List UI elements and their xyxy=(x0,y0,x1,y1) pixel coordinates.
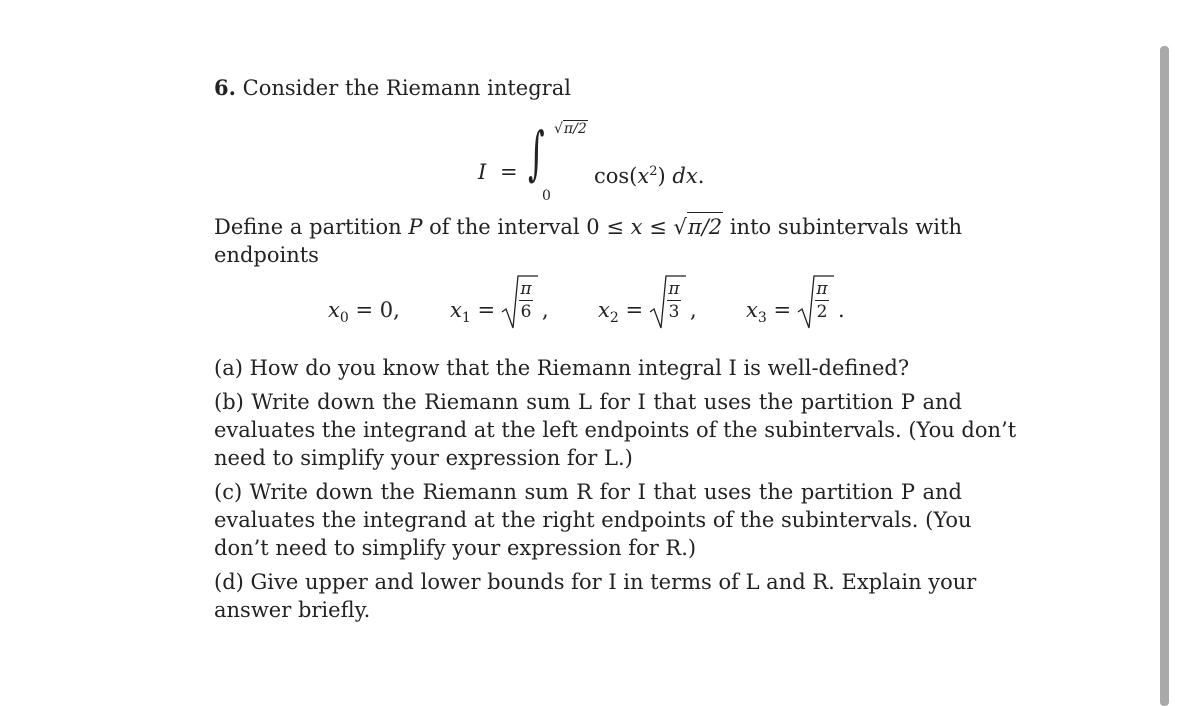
integral-lhs: I xyxy=(478,160,487,184)
sqrt-radical-icon: √ xyxy=(554,121,563,137)
partition-var-P: P xyxy=(408,215,423,239)
point-x3-numerator: π xyxy=(816,279,828,299)
part-d-line-1: (d) Give upper and lower bounds for I in terms of L and R. Explain your xyxy=(214,570,977,594)
partition-text-4: into subintervals with xyxy=(729,215,962,239)
integral-period: . xyxy=(697,164,705,188)
integral-upper-radicand: π/2 xyxy=(563,121,587,137)
partition-var-x: x xyxy=(630,215,643,239)
vertical-scrollbar[interactable] xyxy=(1160,46,1169,706)
integrand-variable: x xyxy=(637,164,650,188)
point-x2-numerator: π xyxy=(668,279,680,299)
part-b-line-1: (b) Write down the Riemann sum L for I that uses the partition P and xyxy=(214,390,962,414)
part-b xyxy=(214,388,1017,472)
point-x3-denominator: 2 xyxy=(816,302,828,322)
sqrt-radical-icon: √ xyxy=(673,215,687,239)
part-a-line-1: (a) How do you know that the Riemann integral I is well-defined? xyxy=(214,356,910,380)
part-d-line-2: answer briefly. xyxy=(214,598,371,622)
problem-heading xyxy=(214,74,962,108)
part-a xyxy=(214,354,962,382)
part-c-line-3: don’t need to simplify your expression for R.) xyxy=(214,536,697,560)
part-b-line-3: need to simplify your expression for L.) xyxy=(214,446,633,470)
part-c-line-2: evaluates the integrand at the right endpoints of the subintervals. (You xyxy=(214,508,972,532)
point-x2-comma: , xyxy=(690,298,697,322)
problem-number: 6. xyxy=(214,75,236,100)
point-x0: $x_0 = 0$, xyxy=(328,298,400,327)
partition-text-1: Define a partition xyxy=(214,215,402,239)
integral-upper-limit xyxy=(554,120,588,137)
fraction-bar xyxy=(815,300,829,301)
part-d xyxy=(214,568,977,624)
part-c xyxy=(214,478,972,562)
integral-display xyxy=(214,108,962,208)
integrand xyxy=(594,158,704,190)
point-x3-sqrt xyxy=(796,274,836,330)
point-x1-sqrt xyxy=(500,274,540,330)
integrand-exponent: 2 xyxy=(649,164,658,179)
partition-text-3: ≤ xyxy=(649,215,667,239)
fraction-bar xyxy=(519,300,533,301)
integrand-function: cos( xyxy=(594,164,638,188)
point-x1-comma: , xyxy=(542,298,549,322)
point-x1-label: $x_1$ = xyxy=(450,298,496,327)
endpoints-display xyxy=(214,268,962,346)
part-b-line-2: evaluates the integrand at the left endpoints of the subintervals. (You don’t xyxy=(214,418,1017,442)
partition-sqrt xyxy=(674,215,724,239)
partition-text-2: of the interval 0 ≤ xyxy=(429,215,624,239)
integral-lower-limit: 0 xyxy=(542,188,551,204)
partition-sqrt-radicand: π/2 xyxy=(687,212,723,241)
point-x2-denominator: 3 xyxy=(668,302,680,322)
point-x2-sqrt xyxy=(648,274,688,330)
partition-paragraph xyxy=(214,212,962,268)
integrand-close: ) xyxy=(657,164,666,188)
point-x3-period: . xyxy=(838,298,845,322)
partition-line-1 xyxy=(214,212,962,241)
point-x3-label: $x_3$ = xyxy=(746,298,792,327)
partition-line-2: endpoints xyxy=(214,243,319,267)
point-x2-label: $x_2$ = xyxy=(598,298,644,327)
point-x1-denominator: 6 xyxy=(520,302,532,322)
integrand-differential: dx xyxy=(672,164,698,188)
problem-intro: Consider the Riemann integral xyxy=(242,76,571,100)
part-c-line-1: (c) Write down the Riemann sum R for I that uses the partition P and xyxy=(214,480,962,504)
integral-sign-icon: ∫ xyxy=(528,119,545,187)
problem-content xyxy=(214,74,1017,624)
fraction-bar xyxy=(667,300,681,301)
point-x1-numerator: π xyxy=(520,279,532,299)
integral-equation xyxy=(478,120,778,210)
integral-equals: = xyxy=(500,160,518,184)
